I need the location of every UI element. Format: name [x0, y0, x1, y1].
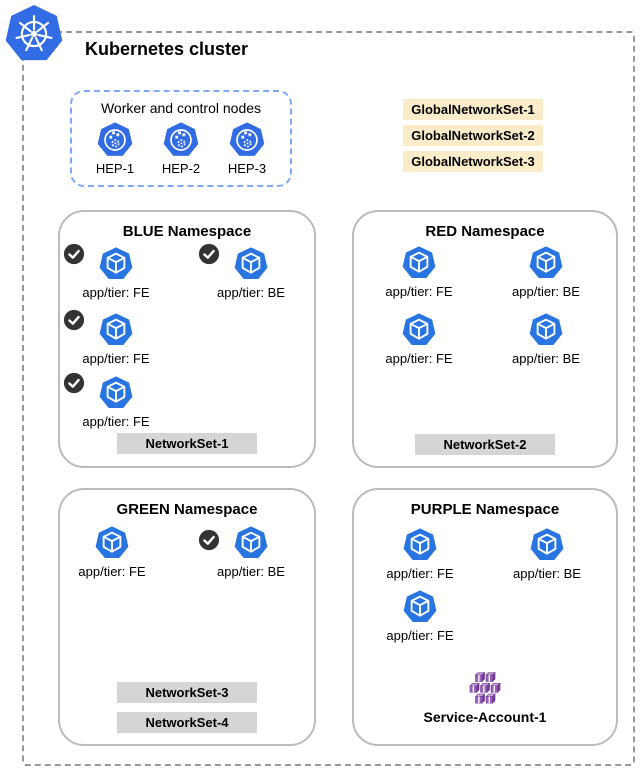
pod-label: app/tier: FE [385, 284, 453, 299]
pod-icon [233, 525, 269, 561]
service-account-icon [467, 672, 504, 704]
pod [502, 527, 592, 581]
pod [374, 245, 464, 299]
pod-icon [401, 312, 437, 348]
namespace-green [58, 488, 316, 746]
node-label: HEP-2 [161, 161, 201, 176]
worker-nodes-row [72, 121, 290, 176]
namespace-title: PURPLE Namespace [410, 501, 560, 518]
service-account-label: Service-Account-1 [423, 709, 547, 725]
pod-label: app/tier: BE [512, 351, 580, 366]
pod-label: app/tier: FE [82, 285, 150, 300]
pod [71, 375, 161, 429]
pod-icon [528, 245, 564, 281]
global-network-set-label: GlobalNetworkSet-2 [403, 125, 543, 146]
pod-label: app/tier: FE [386, 566, 454, 581]
pod-label: app/tier: FE [82, 414, 150, 429]
pod-icon [402, 589, 438, 625]
kubernetes-logo-icon [3, 3, 65, 65]
namespace-blue [58, 210, 316, 468]
namespace-title: BLUE Namespace [122, 223, 252, 240]
namespace-title: GREEN Namespace [116, 501, 258, 518]
pod [67, 525, 157, 579]
node-hep-3 [228, 121, 266, 176]
global-network-set-label: GlobalNetworkSet-3 [403, 151, 543, 172]
worker-nodes-box [70, 90, 292, 187]
pod [206, 246, 296, 300]
pod-icon [98, 246, 134, 282]
pod-label: app/tier: BE [512, 284, 580, 299]
pod-icon [98, 375, 134, 411]
pod-icon [528, 312, 564, 348]
cluster-title: Kubernetes cluster [85, 39, 249, 59]
node-icon [228, 121, 266, 159]
pod-label: app/tier: FE [82, 351, 150, 366]
node-icon [162, 121, 200, 159]
pod [71, 312, 161, 366]
check-icon [63, 372, 85, 394]
pod [374, 312, 464, 366]
check-icon [63, 309, 85, 331]
namespace-purple [352, 488, 618, 746]
node-label: HEP-1 [95, 161, 135, 176]
node-hep-1 [96, 121, 134, 176]
pod-label: app/tier: BE [513, 566, 581, 581]
pod-icon [94, 525, 130, 561]
pod [206, 525, 296, 579]
pod [375, 589, 465, 643]
check-icon [198, 529, 220, 551]
worker-box-title: Worker and control nodes [100, 100, 262, 116]
namespace-red [352, 210, 618, 468]
pod [501, 312, 591, 366]
pod [71, 246, 161, 300]
network-set-label: NetworkSet-3 [117, 682, 257, 703]
pod-icon [233, 246, 269, 282]
check-icon [63, 243, 85, 265]
pod-icon [402, 527, 438, 563]
namespace-title: RED Namespace [425, 223, 545, 240]
network-set-label: NetworkSet-4 [117, 712, 257, 733]
global-network-sets [403, 99, 543, 172]
network-set-label: NetworkSet-2 [415, 434, 555, 455]
global-network-set-label: GlobalNetworkSet-1 [403, 99, 543, 120]
pod-label: app/tier: FE [386, 628, 454, 643]
pod-icon [529, 527, 565, 563]
network-set-label: NetworkSet-1 [117, 433, 257, 454]
pod [375, 527, 465, 581]
node-icon [96, 121, 134, 159]
pod-icon [98, 312, 134, 348]
pod-label: app/tier: FE [78, 564, 146, 579]
pod [501, 245, 591, 299]
pod-label: app/tier: BE [217, 564, 285, 579]
pod-icon [401, 245, 437, 281]
node-hep-2 [162, 121, 200, 176]
pod-label: app/tier: BE [217, 285, 285, 300]
node-label: HEP-3 [227, 161, 267, 176]
pod-label: app/tier: FE [385, 351, 453, 366]
service-account [424, 672, 547, 725]
check-icon [198, 243, 220, 265]
